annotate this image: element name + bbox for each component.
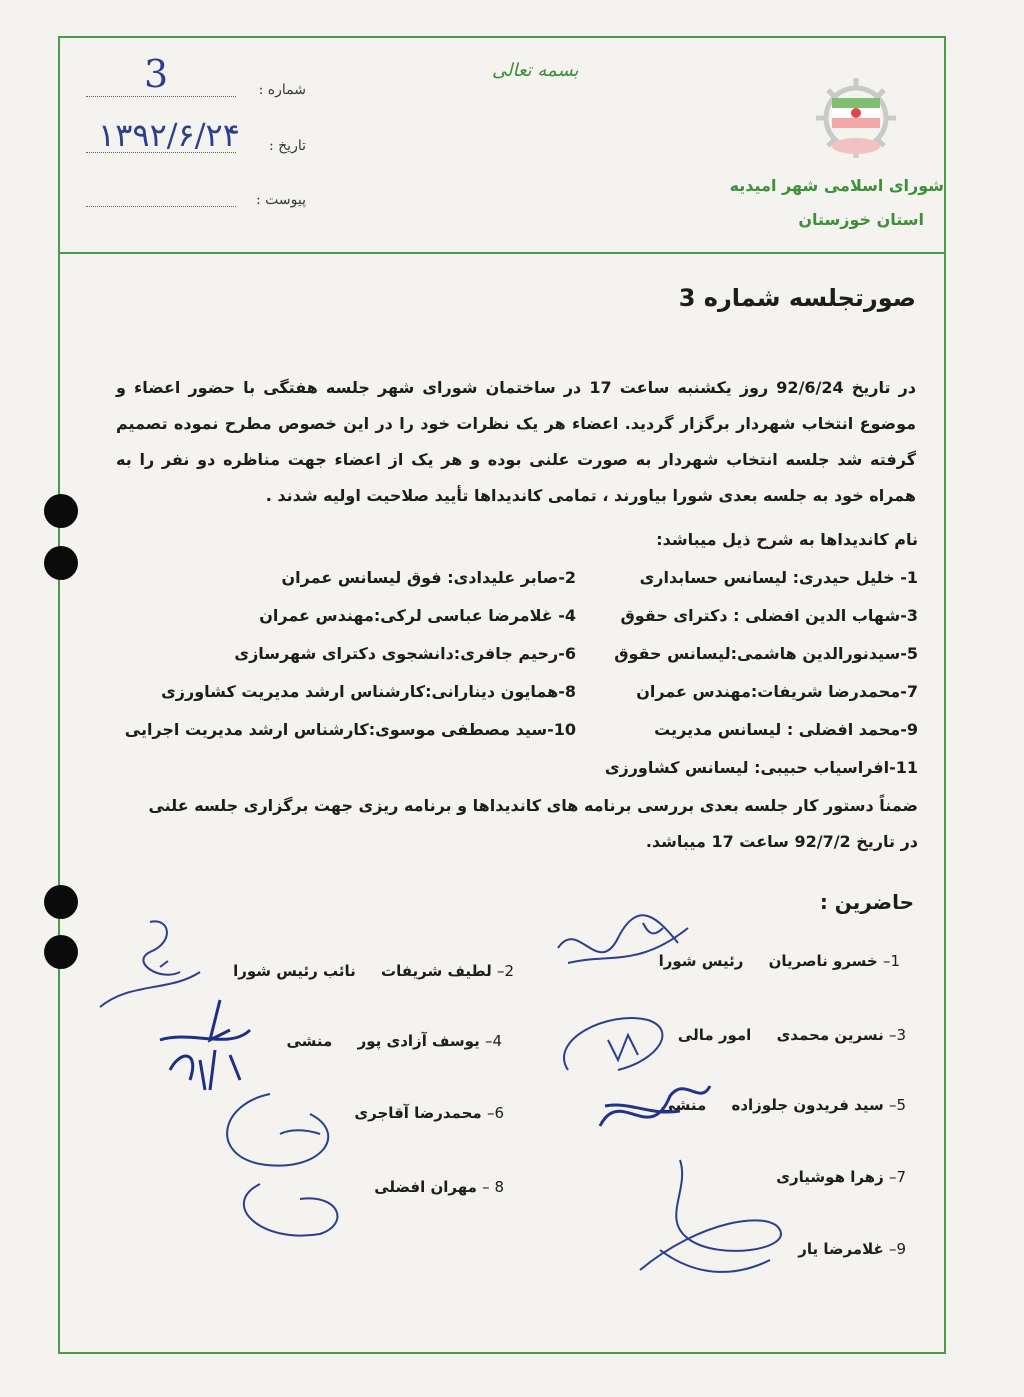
date-label: تاریخ : <box>268 138 306 154</box>
attendee-row <box>233 962 514 980</box>
candidate-item: 5-سیدنورالدین هاشمی:لیسانس حقوق <box>614 644 918 663</box>
attendee-role: رئیس شورا <box>658 952 744 970</box>
signature-6 <box>200 1074 360 1254</box>
punch-hole <box>44 494 78 528</box>
candidate-item: 8-همایون دینارانی:کارشناس ارشد مدیریت کشاورزی <box>161 682 576 701</box>
signature-9 <box>620 1150 800 1290</box>
candidate-item: 10-سید مصطفی موسوی:کارشناس ارشد مدیریت اجرایی <box>124 720 576 739</box>
number-handwritten: 3 <box>144 52 170 96</box>
candidate-item: 3-شهاب الدین افضلی : دکترای حقوق <box>620 606 918 625</box>
attendee-name: مهران افضلی <box>374 1178 477 1196</box>
signature-5 <box>590 1066 720 1146</box>
attendees-heading: حاضرین : <box>819 890 914 914</box>
attendee-name: لطیف شریفات <box>381 962 492 980</box>
attachment-row <box>86 190 306 214</box>
attendee-name: نسرین محمدی <box>776 1026 884 1044</box>
attachment-label: پیوست : <box>256 192 306 208</box>
attendee-number: 6– <box>486 1104 504 1122</box>
attendee-name: یوسف آزادی پور <box>357 1032 480 1050</box>
attendee-number: 8 – <box>482 1178 504 1196</box>
candidate-item: 9-محمد افضلی : لیسانس مدیریت <box>654 720 918 739</box>
number-label: شماره : <box>258 82 306 98</box>
attendee-number: 1– <box>882 952 900 970</box>
closing-line: ضمناً دستور کار جلسه بعدی بررسی برنامه های کاندیداها و برنامه ریزی جهت برگزاری جلسه علنی <box>148 796 918 815</box>
attendee-name: محمدرضا آقاجری <box>354 1104 482 1122</box>
candidate-item: 7-محمدرضا شریفات:مهندس عمران <box>636 682 918 701</box>
attendee-role: منشی <box>660 1096 707 1114</box>
signature-1 <box>548 908 698 988</box>
attendee-row <box>286 1032 502 1050</box>
candidate-item: 6-رحیم جافری:دانشجوی دکترای شهرسازی <box>234 644 576 663</box>
punch-hole <box>44 935 78 969</box>
punch-hole <box>44 885 78 919</box>
candidate-item: 1- خلیل حیدری: لیسانس حسابداری <box>639 568 918 587</box>
body-paragraph: در تاریخ 92/6/24 روز یکشنبه ساعت 17 در ساختمان شورای شهر جلسه هفتگی با حضور اعضاء و موضوع انتخاب شهردار برگزار گردید. اعضاء هر یک نظرات خود را در این خصوص مطرح نموده تصمیم گرفته شد جلسه انتخاب شهردار به صورت علنی بوده و هر یک از اعضاء جهت مناظره دو نفر را به همراه خود به جلسه بعدی شورا بیاورند ، تمامی کاندیداها تأیید صلاحیت اولیه شدند . <box>116 378 917 505</box>
number-row <box>86 80 306 104</box>
basmala: بسمه تعالی <box>492 60 579 81</box>
candidate-item: 2-صابر علیدادی: فوق لیسانس عمران <box>281 568 576 587</box>
attendee-name: زهرا هوشیاری <box>776 1168 884 1186</box>
header-divider <box>58 252 946 254</box>
attendee-number: 9– <box>888 1240 906 1258</box>
dotted-line <box>86 206 236 207</box>
attendee-number: 3– <box>888 1026 906 1044</box>
attendee-number: 4– <box>484 1032 502 1050</box>
page-title: صورتجلسه شماره 3 <box>678 284 916 312</box>
attendee-role: منشی <box>286 1032 333 1050</box>
attendee-role: امور مالی <box>677 1026 752 1044</box>
attendee-name: سید فریدون جلوزاده <box>731 1096 884 1114</box>
attendee-number: 5– <box>888 1096 906 1114</box>
dotted-line <box>86 96 236 97</box>
province-name: استان خوزستان <box>798 210 924 229</box>
closing-line: در تاریخ 92/7/2 ساعت 17 میباشد. <box>645 832 918 851</box>
council-emblem-icon <box>800 68 912 160</box>
attendee-role: نائب رئیس شورا <box>233 962 356 980</box>
attendee-name: غلامرضا یار <box>798 1240 884 1258</box>
attendee-name: خسرو ناصریان <box>768 952 878 970</box>
candidate-item: 4- غلامرضا عباسی لرکی:مهندس عمران <box>259 606 576 625</box>
attendee-number: 2– <box>496 962 514 980</box>
candidates-intro: نام کاندیداها به شرح ذیل میباشد: <box>656 530 918 549</box>
attendee-row <box>678 1026 906 1044</box>
candidate-item: 11-افراسیاب حبیبی: لیسانس کشاورزی <box>604 758 918 777</box>
attendee-number: 7– <box>888 1168 906 1186</box>
punch-hole <box>44 546 78 580</box>
date-handwritten: ۱۳۹۲/۶/۲۴ <box>98 116 240 154</box>
attendee-row <box>354 1178 504 1196</box>
org-name: شورای اسلامی شهر امیدیه <box>729 176 944 195</box>
